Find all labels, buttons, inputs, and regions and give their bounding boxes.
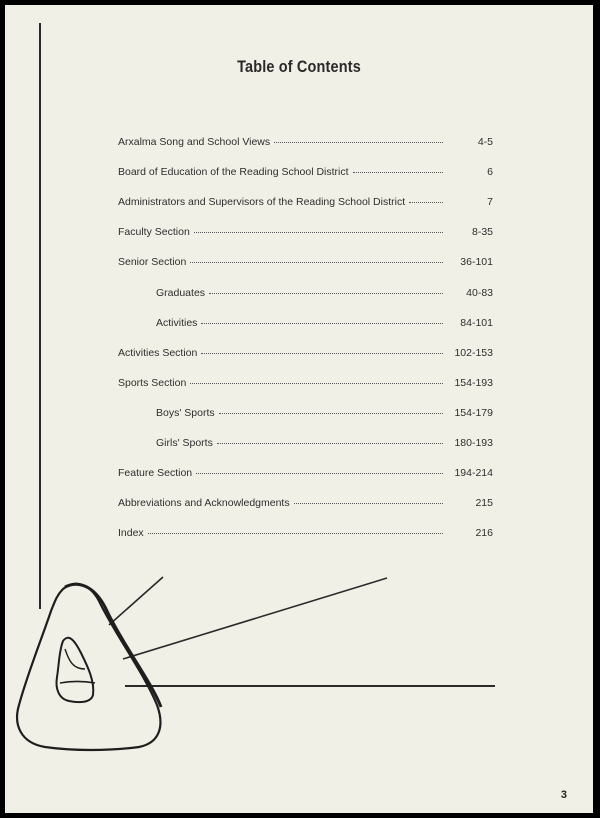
- toc-entry-label: Faculty Section: [118, 226, 190, 239]
- cutout-inner-stroke: [65, 649, 85, 669]
- toc-entry-pages: 215: [475, 497, 493, 510]
- toc-entry-label: Sports Section: [118, 376, 187, 389]
- toc-entry-label: Index: [118, 527, 144, 540]
- toc-entry-pages: 180-193: [454, 437, 493, 449]
- toc-entry-pages: 40-83: [466, 286, 493, 299]
- toc-entry-label: Activities: [156, 316, 198, 329]
- toc-entry-pages: 6: [487, 166, 493, 179]
- toc-entry-label: Senior Section: [118, 256, 187, 269]
- ray-line-lower: [123, 578, 387, 659]
- triangle-logo-cutout: [57, 638, 94, 702]
- cutout-crossbar: [60, 682, 95, 684]
- toc-entry-pages: 154-193: [454, 376, 493, 389]
- toc-entry-pages: 4-5: [477, 136, 493, 148]
- ray-line-upper: [109, 577, 163, 625]
- yearbook-page: [5, 5, 593, 813]
- toc-entry-pages: 216: [475, 527, 493, 540]
- toc-entry-label: Graduates: [156, 286, 206, 299]
- page-title: Table of Contents: [237, 57, 361, 76]
- toc-entry-label: Board of Education of the Reading School District: [118, 166, 349, 179]
- toc-entry-pages: 154-179: [454, 406, 493, 419]
- toc-entry-label: Feature Section: [118, 467, 193, 480]
- logo-drawing: [5, 5, 593, 813]
- toc-entry-label: Abbreviations and Acknowledgments: [118, 497, 290, 510]
- toc-entry-label: Girls' Sports: [156, 437, 213, 449]
- toc-entry-label: Administrators and Supervisors of the Reading School District: [118, 196, 406, 209]
- triangle-logo-thick-edge: [65, 584, 161, 707]
- toc-entry-label: Arxalma Song and School Views: [118, 136, 271, 148]
- toc-entry-pages: 7: [487, 196, 493, 209]
- page-number: 3: [560, 789, 567, 801]
- toc-entry-pages: 36-101: [460, 256, 493, 269]
- toc-entry-label: Boys' Sports: [156, 406, 215, 419]
- toc-entry-pages: 84-101: [460, 316, 493, 329]
- toc-entry-label: Activities Section: [118, 346, 198, 359]
- toc-entry-pages: 194-214: [454, 467, 493, 480]
- toc-entry-pages: 8-35: [471, 226, 493, 239]
- toc-entry-pages: 102-153: [454, 346, 493, 359]
